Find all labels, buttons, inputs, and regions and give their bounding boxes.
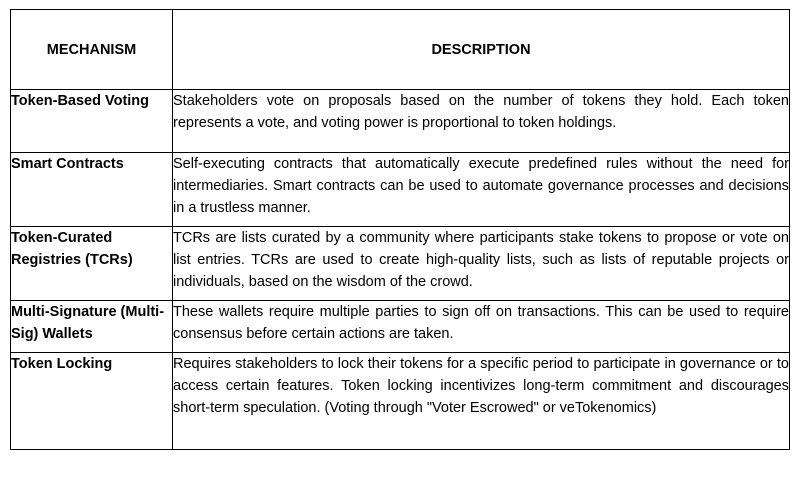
table-row (11, 90, 790, 153)
description-cell: These wallets require multiple parties to sign off on transactions. This can be used to require consensus before certain actions are taken. (173, 301, 790, 353)
table-header-row (11, 10, 790, 90)
table-row (11, 227, 790, 301)
description-cell: Self-executing contracts that automatically execute predefined rules without the need for intermediaries. Smart contracts can be used to automate governance processes and decisions in a trustless manner. (173, 153, 790, 227)
mechanism-cell: Token Locking (11, 353, 173, 450)
description-cell: Stakeholders vote on proposals based on the number of tokens they hold. Each token represents a vote, and voting power is proportional to token holdings. (173, 90, 790, 153)
description-cell: TCRs are lists curated by a community where participants stake tokens to propose or vote on list entries. TCRs are used to create high-quality lists, such as lists of reputable projects or individuals, based on the wisdom of the crowd. (173, 227, 790, 301)
description-cell: Requires stakeholders to lock their tokens for a specific period to participate in governance or to access certain features. Token locking incentivizes long-term commitment and discourages short-term speculation. (Voting through "Voter Escrowed" or veTokenomics) (173, 353, 790, 450)
table-row (11, 301, 790, 353)
table-row (11, 153, 790, 227)
mechanism-cell: Token-Based Voting (11, 90, 173, 153)
table-row (11, 353, 790, 450)
header-mechanism: MECHANISM (11, 10, 173, 90)
header-description: DESCRIPTION (173, 10, 790, 90)
mechanism-cell: Smart Contracts (11, 153, 173, 227)
governance-mechanisms-table (10, 9, 790, 450)
mechanism-cell: Token-Curated Registries (TCRs) (11, 227, 173, 301)
mechanism-cell: Multi-Signature (Multi-Sig) Wallets (11, 301, 173, 353)
